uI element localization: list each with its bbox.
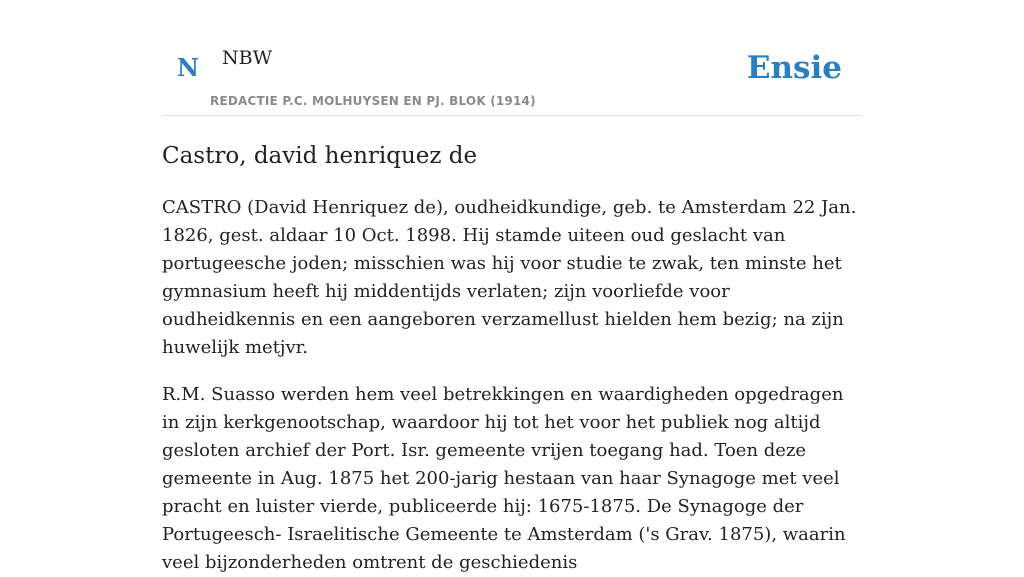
article-paragraph-1: CASTRO (David Henriquez de), oudheidkundige, geb. te Amsterdam 22 Jan. 1826, gest. aldaar 10 Oct. 1898. Hij stamde uiteen oud geslacht van portugeesche joden; misschien was hij voor studie te zwak, ten minste het gymnasium heeft hij middentijds verlaten; zijn voorliefde voor oudheidkennis en een aangeboren verzamellust hielden hem bezig; na zijn huwelijk metjvr. — [162, 197, 857, 359]
source-name[interactable]: NBW — [222, 47, 273, 69]
content — [162, 0, 862, 577]
source-logo[interactable]: N — [177, 53, 199, 82]
article-paragraph-2: R.M. Suasso werden hem veel betrekkingen en waardigheden opgedragen in zijn kerkgenootschap, waardoor hij tot het voor het publiek nog altijd gesloten archief der Port. Isr. gemeente vrijen toegang had. Toen deze gemeente in Aug. 1875 het 200-jarig hestaan van haar Synagoge met veel pracht en luister vierde, publiceerde hij: 1675-1875. De Synagoge der Portugeesch- Israelitische Gemeente te Amsterdam ('s Grav. 1875), waarin veel bijzonderheden omtrent de geschiedenis — [162, 384, 846, 574]
article-title: Castro, david henriquez de — [162, 143, 478, 169]
brand-logo[interactable]: Ensie — [746, 50, 842, 86]
source-subtitle: REDACTIE P.C. MOLHUYSEN EN PJ. BLOK (1914) — [210, 94, 536, 108]
header — [162, 0, 862, 116]
